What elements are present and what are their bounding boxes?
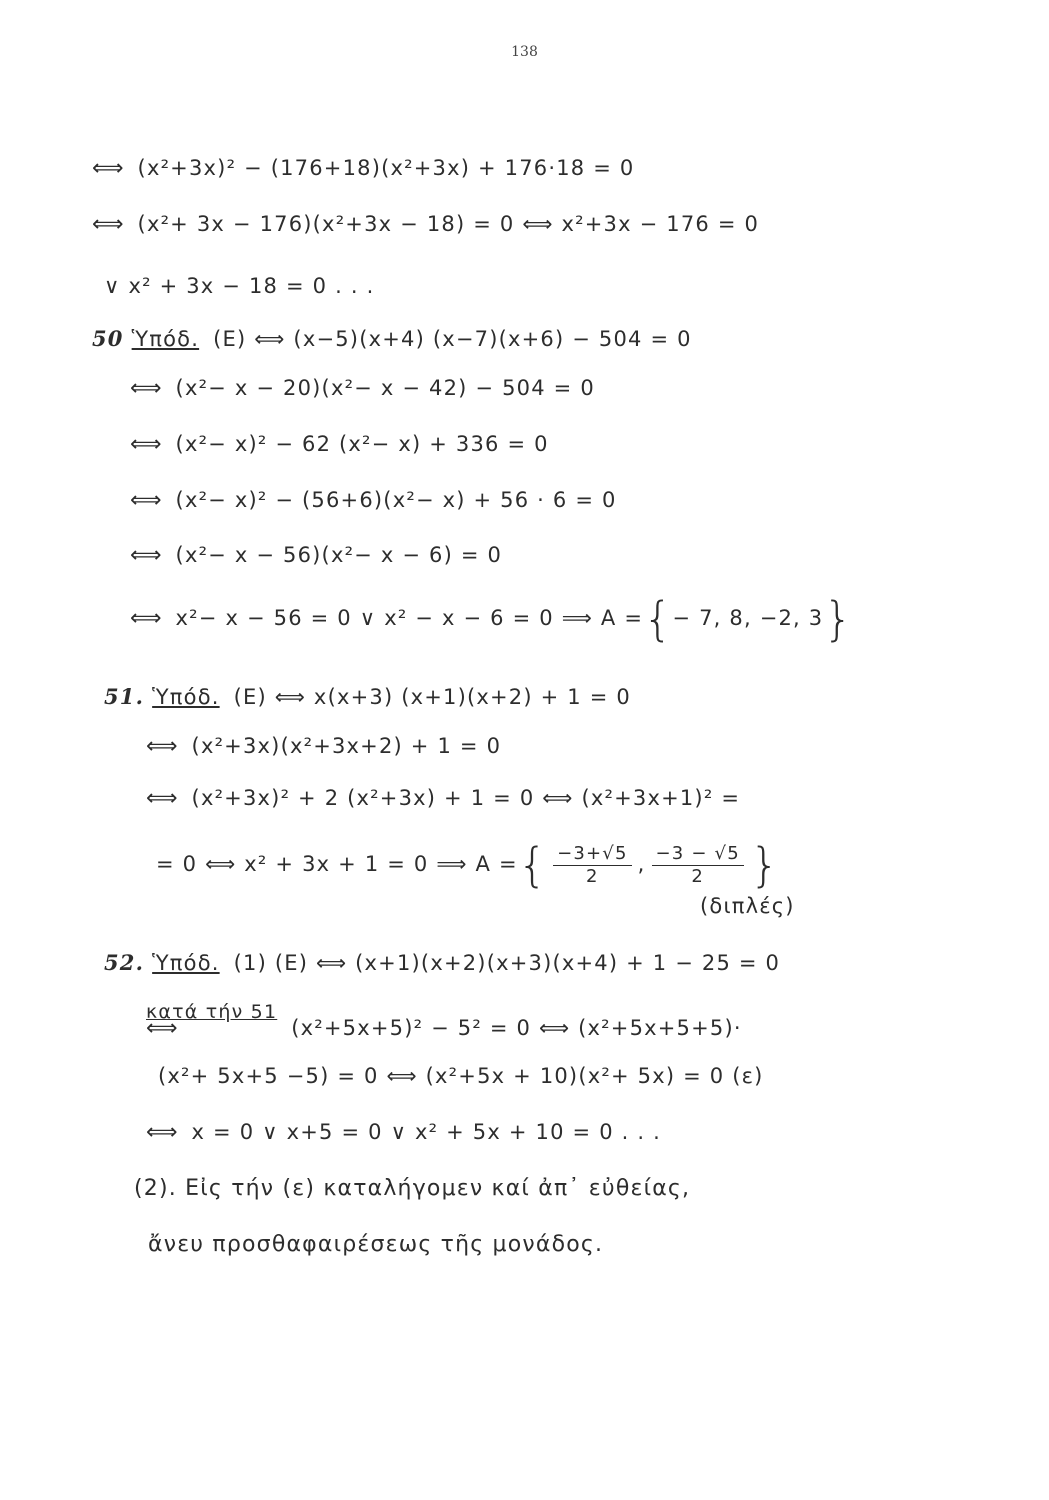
equation-line: = 0 ⟺ x² + 3x + 1 = 0 ⟹ A ={ $\frac{-3+√5}{2}$ , $\frac{-3 - √5}{2}$ } (156, 838, 780, 892)
equivalence-arrow: ⟺ (130, 488, 162, 513)
exercise-header (92, 326, 692, 351)
fraction-denominator: 2 (586, 865, 599, 887)
equation-line (130, 592, 853, 646)
exercise-number: 51. (104, 684, 145, 709)
equation-line (146, 1002, 742, 1040)
left-brace: { (517, 838, 548, 892)
hint-label: Ὑπόδ. (152, 685, 220, 709)
hint-label: Ὑπόδ. (152, 951, 220, 975)
equation-text: (x²+3x)(x²+3x+2) + 1 = 0 (191, 734, 502, 758)
equation-line (130, 543, 502, 568)
page-number: 138 (511, 44, 538, 60)
annotation (700, 894, 795, 918)
equation-line (158, 1064, 764, 1088)
labeled-arrow (146, 1001, 278, 1041)
equivalence-arrow: ⟺ (146, 1016, 178, 1041)
equivalence-arrow: ⟺ (92, 212, 124, 237)
equation-line (92, 156, 634, 181)
equivalence-arrow: ⟺ (92, 156, 124, 181)
prose-text: ἄνευ προσθαφαιρέσεως τῆς μονάδος. (148, 1232, 604, 1257)
equation-line (130, 488, 617, 513)
fraction-numerator: −3 − √5 (652, 843, 744, 866)
equation-line (130, 432, 549, 457)
equation-text: ∨ x² + 3x − 18 = 0 . . . (104, 274, 375, 298)
equivalence-arrow: ⟺ (146, 734, 178, 759)
right-brace: } (823, 592, 853, 646)
equation-text: = 0 ⟺ x² + 3x + 1 = 0 ⟹ A = (156, 852, 518, 876)
fraction (553, 843, 632, 888)
equation-line (130, 376, 595, 401)
equation-text: (1) (Ε) ⟺ (x+1)(x+2)(x+3)(x+4) + 1 − 25 = 0 (233, 951, 781, 975)
solution-set: − 7, 8, −2, 3 (672, 606, 824, 630)
fraction-denominator: 2 (691, 865, 705, 887)
exercise-header (104, 950, 780, 975)
equation-line (104, 274, 374, 298)
equivalence-arrow: ⟺ (146, 786, 178, 811)
equivalence-arrow: ⟺ (146, 1120, 178, 1145)
equation-text: (x²+ 3x − 176)(x²+3x − 18) = 0 ⟺ x²+3x − 176 = 0 (137, 212, 760, 236)
equivalence-arrow: ⟺ (130, 432, 162, 457)
left-brace: { (643, 592, 673, 646)
equation-text: (x²+3x)² − (176+18)(x²+3x) + 176·18 = 0 (137, 156, 635, 180)
equation-text: x = 0 ∨ x+5 = 0 ∨ x² + 5x + 10 = 0 . . . (191, 1120, 662, 1144)
equation-text: (x²+ 5x+5 −5) = 0 ⟺ (x²+5x + 10)(x²+ 5x) = 0 (ε) (158, 1064, 764, 1088)
fraction (652, 843, 744, 888)
equation-text: (x²− x)² − 62 (x²− x) + 336 = 0 (175, 432, 549, 456)
equation-text: (x²− x − 56)(x²− x − 6) = 0 (175, 543, 503, 567)
arrow-label: κατά τήν 51 (146, 1001, 278, 1023)
equation-text: (x²+5x+5)² − 5² = 0 ⟺ (x²+5x+5+5)· (291, 1016, 742, 1040)
fraction-numerator: −3+√5 (553, 843, 632, 866)
equation-line (146, 786, 740, 811)
prose-line (134, 1176, 690, 1201)
equation-text: x²− x − 56 = 0 ∨ x² − x − 6 = 0 ⟹ A = (175, 606, 644, 630)
exercise-number: 52. (104, 950, 145, 975)
equation-text: (x²+3x)² + 2 (x²+3x) + 1 = 0 ⟺ (x²+3x+1)² = (191, 786, 741, 810)
equation-text: (Ε) ⟺ x(x+3) (x+1)(x+2) + 1 = 0 (233, 685, 631, 709)
hint-label: Ὑπόδ. (131, 327, 200, 351)
equation-text: (x²− x − 20)(x²− x − 42) − 504 = 0 (175, 376, 595, 400)
prose-line (148, 1232, 603, 1257)
equation-text: (x²− x)² − (56+6)(x²− x) + 56 · 6 = 0 (175, 488, 617, 512)
right-brace: } (749, 838, 780, 892)
prose-text: (2). Εἰς τήν (ε) καταλήγομεν καί ἀπ᾽ εὐθείας, (134, 1176, 691, 1201)
equivalence-arrow: ⟺ (130, 376, 162, 401)
exercise-number: 50 (92, 326, 124, 351)
exercise-header (104, 684, 631, 709)
double-roots-note: (διπλές) (700, 894, 795, 918)
equation-text: (Ε) ⟺ (x−5)(x+4) (x−7)(x+6) − 504 = 0 (213, 327, 692, 351)
equation-line (146, 734, 501, 759)
equation-line (146, 1120, 661, 1145)
equivalence-arrow: ⟺ (130, 543, 162, 568)
equation-line (92, 212, 759, 237)
equivalence-arrow: ⟺ (130, 606, 162, 631)
